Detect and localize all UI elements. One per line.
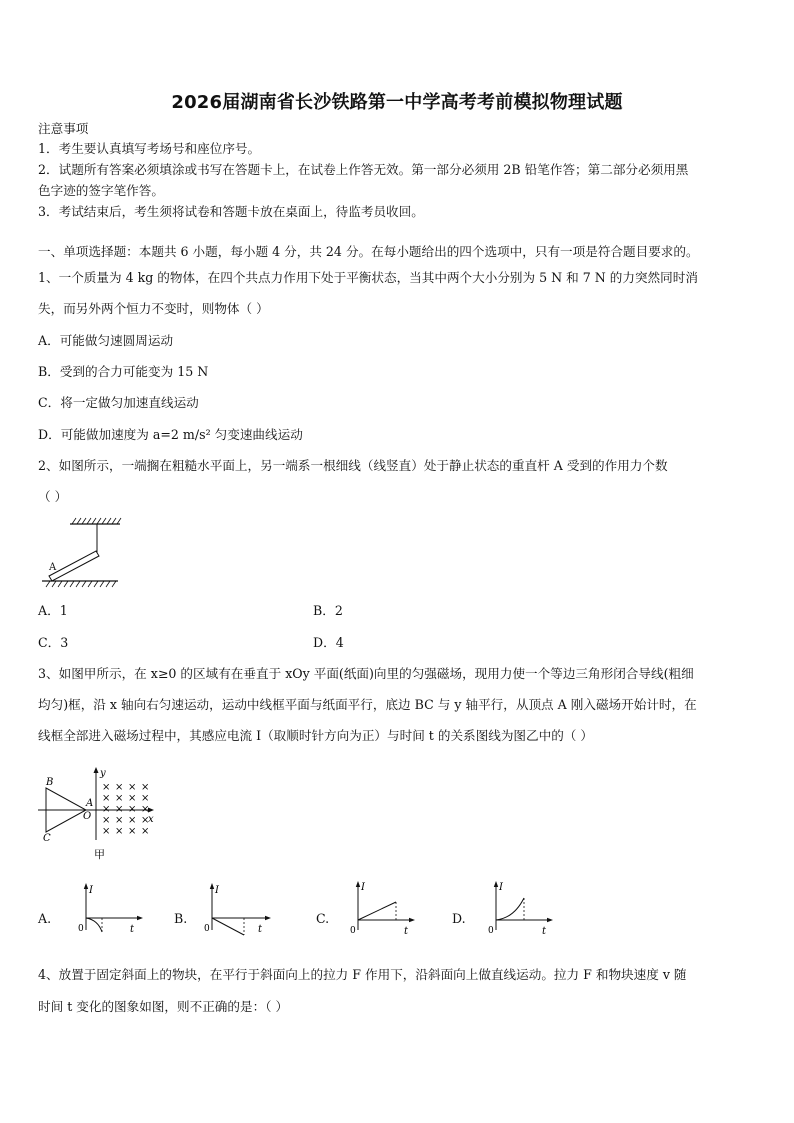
field-cross: × (102, 793, 111, 804)
field-cross: × (128, 826, 137, 837)
graph-a (72, 880, 148, 938)
vertex-c-label: C (43, 833, 51, 844)
notice-item: 2．试题所有答案必须填涂或书写在答题卡上，在试卷上作答无效。第一部分必须用 2B 铅笔作答；第二部分必须用黑 (38, 162, 689, 177)
question-3-stem: 线框全部进入磁场过程中，其感应电流 I（取顺时针方向为正）与时间 t 的关系图线为图乙中的（ ） (38, 728, 593, 743)
origin-label: O (83, 811, 92, 822)
field-cross: × (141, 815, 150, 826)
y-axis-label: y (100, 768, 106, 779)
page-title: 2026届湖南省长沙铁路第一中学高考考前模拟物理试题 (171, 92, 623, 113)
question-1-option-a: A．可能做匀速圆周运动 (38, 333, 174, 348)
field-cross: × (128, 815, 137, 826)
field-cross: × (128, 804, 137, 815)
section-heading: 一、单项选择题：本题共 6 小题，每小题 4 分，共 24 分。在每小题给出的四个选项中，只有一项是符合题目要求的。 (38, 244, 699, 259)
field-cross: × (102, 804, 111, 815)
current-curve (496, 898, 524, 920)
field-cross: × (115, 793, 124, 804)
question-3-option-a: A. (38, 911, 52, 926)
question-3-option-b: B. (174, 911, 188, 926)
question-1-option-c: C．将一定做匀加速直线运动 (38, 395, 199, 410)
graph-i-label: I (361, 882, 365, 893)
graph-i-label: I (499, 882, 503, 893)
field-cross: × (102, 815, 111, 826)
field-cross: × (128, 782, 137, 793)
graph-origin-label: 0 (78, 924, 84, 934)
field-cross: × (141, 804, 150, 815)
notice-item: 3．考试结束后，考生须将试卷和答题卡放在桌面上，待监考员收回。 (38, 204, 424, 219)
graph-c (346, 876, 422, 938)
field-cross: × (128, 793, 137, 804)
current-line (358, 902, 396, 920)
current-curve (86, 918, 102, 932)
question-3-stem: 3、如图甲所示，在 x≥0 的区域有在垂直于 xOy 平面(纸面)向里的匀强磁场，现用力使一个等边三角形闭合导线(粗细 (38, 666, 694, 681)
field-cross: × (115, 815, 124, 826)
field-cross: × (102, 782, 111, 793)
field-cross: × (115, 826, 124, 837)
graph-i-label: I (215, 885, 219, 896)
question-2-stem: 2、如图所示，一端搁在粗糙水平面上，另一端系一根细线（线竖直）处于静止状态的重直杆 A 受到的作用力个数 (38, 458, 668, 473)
field-cross: × (115, 804, 124, 815)
field-cross: × (141, 826, 150, 837)
field-cross: × (102, 826, 111, 837)
question-1-stem: 1、一个质量为 4 kg 的物体，在四个共点力作用下处于平衡状态，当其中两个大小分别为 5 N 和 7 N 的力突然同时消 (38, 270, 698, 285)
question-1-stem: 失，而另外两个恒力不变时，则物体（ ） (38, 301, 269, 316)
question-2-figure (38, 515, 124, 591)
graph-t-label: t (258, 924, 263, 935)
question-3-option-d: D. (452, 911, 466, 926)
graph-origin-label: 0 (350, 926, 356, 936)
question-3-stem: 均匀)框，沿 x 轴向右匀速运动，运动中线框平面与纸面平行，底边 BC 与 y 轴平行，从顶点 A 刚入磁场开始计时，在 (38, 697, 697, 712)
field-cross: × (141, 793, 150, 804)
graph-b (200, 880, 276, 938)
vertex-a-label: A (86, 798, 94, 809)
question-1-option-b: B．受到的合力可能变为 15 N (38, 364, 209, 379)
question-4-stem: 4、放置于固定斜面上的物块，在平行于斜面向上的拉力 F 作用下，沿斜面向上做直线运动。拉力 F 和物块速度 v 随 (38, 967, 687, 982)
question-2-option-c: C．3 (38, 635, 69, 650)
question-2-option-a: A．1 (38, 603, 68, 618)
notice-item: 1．考生要认真填写考场号和座位序号。 (38, 141, 261, 156)
graph-i-label: I (89, 885, 93, 896)
notice-item: 色字迹的签字笔作答。 (38, 183, 164, 198)
question-4-stem: 时间 t 变化的图象如图，则不正确的是：（ ） (38, 999, 289, 1014)
field-cross: × (141, 782, 150, 793)
question-3-figure-jia (36, 764, 162, 864)
graph-origin-label: 0 (204, 924, 210, 934)
question-3-option-c: C. (316, 911, 330, 926)
figure-caption: 甲 (94, 848, 105, 861)
question-2-option-d: D．4 (313, 635, 344, 650)
question-2-option-b: B．2 (313, 603, 343, 618)
graph-t-label: t (404, 926, 409, 937)
graph-t-label: t (542, 926, 547, 937)
notice-heading: 注意事项 (38, 121, 89, 136)
x-axis-label: x (148, 814, 154, 825)
question-2-stem: （ ） (38, 489, 68, 504)
graph-d (484, 876, 560, 938)
graph-t-label: t (130, 924, 135, 935)
graph-origin-label: 0 (488, 926, 494, 936)
vertex-b-label: B (46, 777, 54, 788)
rod-label: A (49, 562, 57, 573)
question-1-option-d: D．可能做加速度为 a=2 m/s² 匀变速曲线运动 (38, 427, 303, 442)
field-cross: × (115, 782, 124, 793)
current-line (212, 918, 244, 935)
